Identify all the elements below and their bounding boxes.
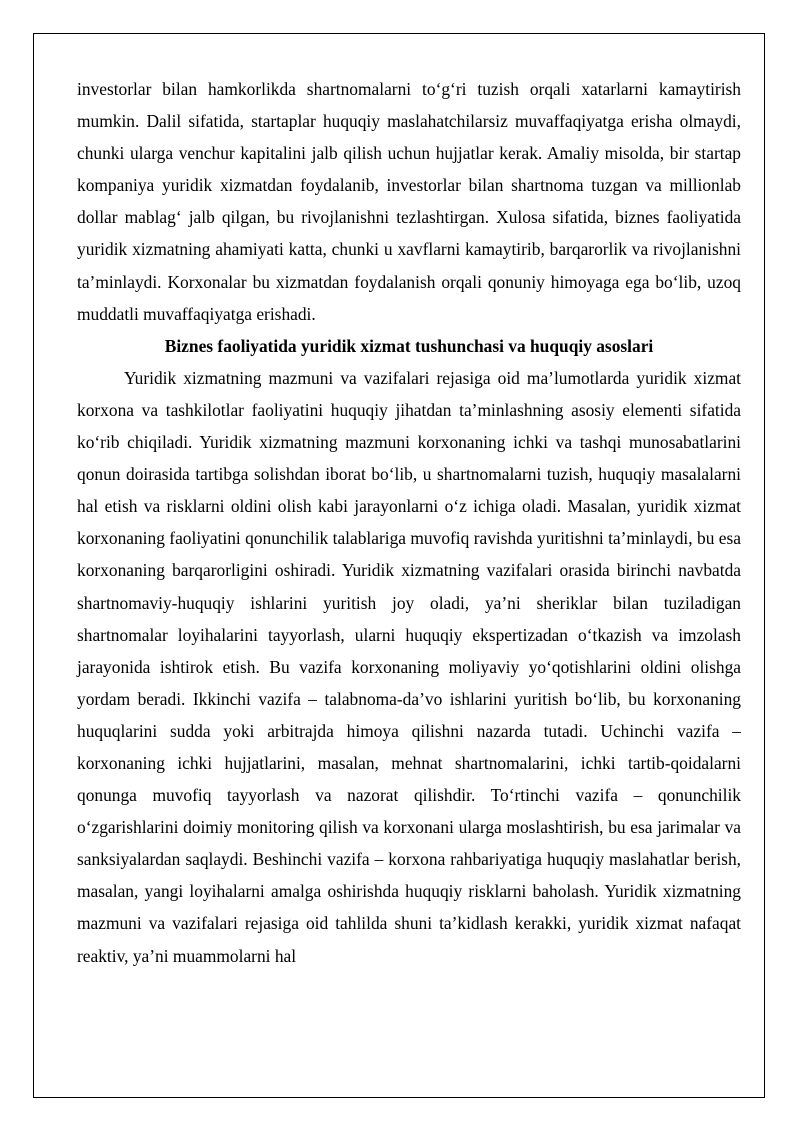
section-heading: Biznes faoliyatida yuridik xizmat tushunchasi va huquqiy asoslari xyxy=(164,335,654,356)
paragraph: Yuridik xizmatning mazmuni va vazifalari rejasiga oid ma’lumotlarda yuridik xizmat korxona va tashkilotlar faoliyatini huquqiy jihatdan ta’minlashning asosiy elementi sifatida ko‘rib chiqiladi. Yuridik xizmatning mazmuni korxonaning ichki va tashqi munosabatlarini qonun doirasida tartibga solishdan iborat bo‘lib, u shartnomalarni tuzish, huquqiy masalalarni hal etish va risklarni oldini olish kabi jarayonlarni o‘z ichiga oladi. Masalan, yuridik xizmat korxonaning faoliyatini qonunchilik talablariga muvofiq ravishda yuritishni ta’minlaydi, bu esa korxonaning barqarorligini oshiradi. Yuridik xizmatning vazifalari orasida birinchi navbatda shartnomaviy-huquqiy ishlarini yuritish joy oladi, ya’ni sheriklar bilan tuziladigan shartnomalar loyihalarini tayyorlash, ularni huquqiy ekspertizadan o‘tkazish va imzolash jarayonida ishtirok etish. Bu vazifa korxonaning moliyaviy yo‘qotishlarini oldini olishga yordam beradi. Ikkinchi vazifa – talabnoma-da’vo ishlarini yuritish bo‘lib, bu korxonaning huquqlarini sudda yoki arbitrajda himoya qilishni nazarda tutadi. Uchinchi vazifa – korxonaning ichki hujjatlarini, masalan, mehnat shartnomalarini, ichki tartib-qoidalarni qonunga muvofiq tayyorlash va nazorat qilishdir. To‘rtinchi vazifa – qonunchilik o‘zgarishlarini doimiy monitoring qilish va korxonani ularga moslashtirish, bu esa jarimalar va sanksiyalardan saqlaydi. Beshinchi vazifa – korxona rahbariyatiga huquqiy maslahatlar berish, masalan, yangi loyihalarni amalga oshirishda huquqiy risklarni baholash. Yuridik xizmatning mazmuni va vazifalari rejasiga oid tahlilda shuni ta’kidlash kerakki, yuridik xizmat nafaqat reaktiv, ya’ni muammolarni hal xyxy=(77,367,741,966)
paragraph: investorlar bilan hamkorlikda shartnomalarni to‘g‘ri tuzish orqali xatarlarni kamaytirish mumkin. Dalil sifatida, startaplar huquqiy maslahatchilarsiz muvaffaqiyatga erisha olmaydi, chunki ularga venchur kapitalini jalb qilish uchun hujjatlar kerak. Amaliy misolda, bir startap kompaniya yuridik xizmatdan foydalanib, investorlar bilan shartnoma tuzgan va millionlab dollar mablag‘ jalb qilgan, bu rivojlanishni tezlashtirgan. Xulosa sifatida, biznes faoliyatida yuridik xizmatning ahamiyati katta, chunki u xavflarni kamaytirib, barqarorlik va rivojlanishni ta’minlaydi. Korxonalar bu xizmatdan foydalanish orqali qonuniy himoyaga ega bo‘lib, uzoq muddatli muvaffaqiyatga erishadi. xyxy=(77,79,741,324)
document-body xyxy=(77,73,741,972)
